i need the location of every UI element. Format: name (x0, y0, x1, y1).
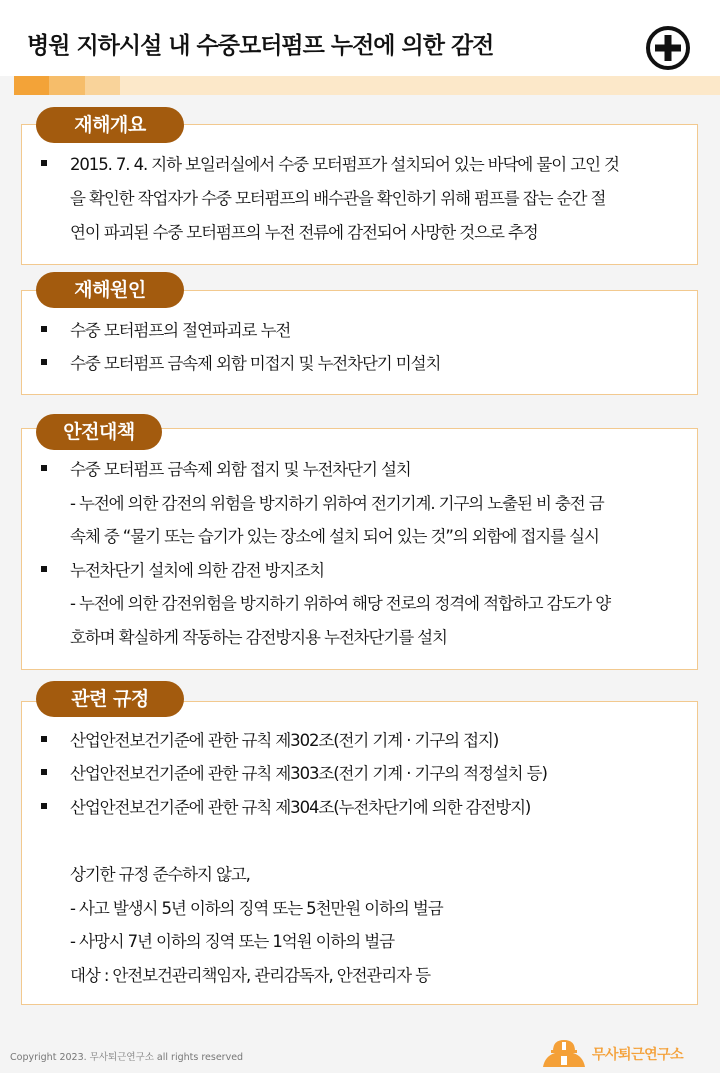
plus-circle-icon (645, 25, 691, 71)
regulation-line: - 사망시 7년 이하의 징역 또는 1억원 이하의 벌금 (70, 932, 394, 951)
header (0, 0, 720, 76)
square-bullet-icon (41, 769, 47, 775)
measures-line: - 누전에 의한 감전의 위험을 방지하기 위하여 전기기계. 기구의 노출된 비 충전 금 (70, 494, 604, 513)
cause-line: 수중 모터펌프의 절연파괴로 누전 (70, 321, 291, 340)
square-bullet-icon (41, 359, 47, 365)
cause-tag: 재해원인 (36, 272, 184, 308)
regulation-line: 산업안전보건기준에 관한 규칙 제303조(전기 기계 · 기구의 적정설치 등) (70, 764, 547, 783)
measures-tag: 안전대책 (36, 414, 162, 450)
measures-line: 속체 중 “물기 또는 습기가 있는 장소에 설치 되어 있는 것”의 외함에 접지를 실시 (70, 527, 599, 546)
regulation-line: 산업안전보건기준에 관한 규칙 제302조(전기 기계 · 기구의 접지) (70, 731, 499, 750)
measures-line: 수중 모터펌프 금속제 외함 접지 및 누전차단기 설치 (70, 460, 411, 479)
accent-stripe (120, 76, 720, 95)
measures-line: - 누전에 의한 감전위험을 방지하기 위하여 해당 전로의 정격에 적합하고 감도가 양 (70, 594, 611, 613)
overview-tag: 재해개요 (36, 107, 184, 143)
accent-stripe (49, 76, 85, 95)
regulation-line: - 사고 발생시 5년 이하의 징역 또는 5천만원 이하의 벌금 (70, 899, 443, 918)
square-bullet-icon (41, 566, 47, 572)
copyright-text: Copyright 2023. 무사퇴근연구소 all rights reserved (10, 1052, 244, 1063)
accent-stripe (14, 76, 49, 95)
overview-line: 연이 파괴된 수중 모터펌프의 누전 전류에 감전되어 사망한 것으로 추정 (70, 223, 538, 242)
square-bullet-icon (41, 803, 47, 809)
cause-line: 수중 모터펌프 금속제 외함 미접지 및 누전차단기 미설치 (70, 354, 441, 373)
measures-line: 누전차단기 설치에 의한 감전 방지조치 (70, 561, 325, 580)
square-bullet-icon (41, 326, 47, 332)
square-bullet-icon (41, 465, 47, 471)
square-bullet-icon (41, 736, 47, 742)
square-bullet-icon (41, 160, 47, 166)
regulation-line: 상기한 규정 준수하지 않고, (70, 865, 250, 884)
measures-line: 호하며 확실하게 작동하는 감전방지용 누전차단기를 설치 (70, 628, 447, 647)
accent-stripe (85, 76, 120, 95)
overview-line: 2015. 7. 4. 지하 보일러실에서 수중 모터펌프가 설치되어 있는 바닥에 물이 고인 것 (70, 155, 619, 174)
regulations-tag: 관련 규정 (36, 681, 184, 717)
regulation-line: 대상 : 안전보건관리책임자, 관리감독자, 안전관리자 등 (70, 966, 430, 985)
brand-logo-text: 무사퇴근연구소 (592, 1047, 684, 1063)
worker-helmet-icon (541, 1038, 587, 1068)
page-title: 병원 지하시설 내 수중모터펌프 누전에 의한 감전 (27, 33, 494, 59)
regulation-line: 산업안전보건기준에 관한 규칙 제304조(누전차단기에 의한 감전방지) (70, 798, 531, 817)
overview-line: 을 확인한 작업자가 수중 모터펌프의 배수관을 확인하기 위해 펌프를 잡는 순간 절 (70, 189, 606, 208)
